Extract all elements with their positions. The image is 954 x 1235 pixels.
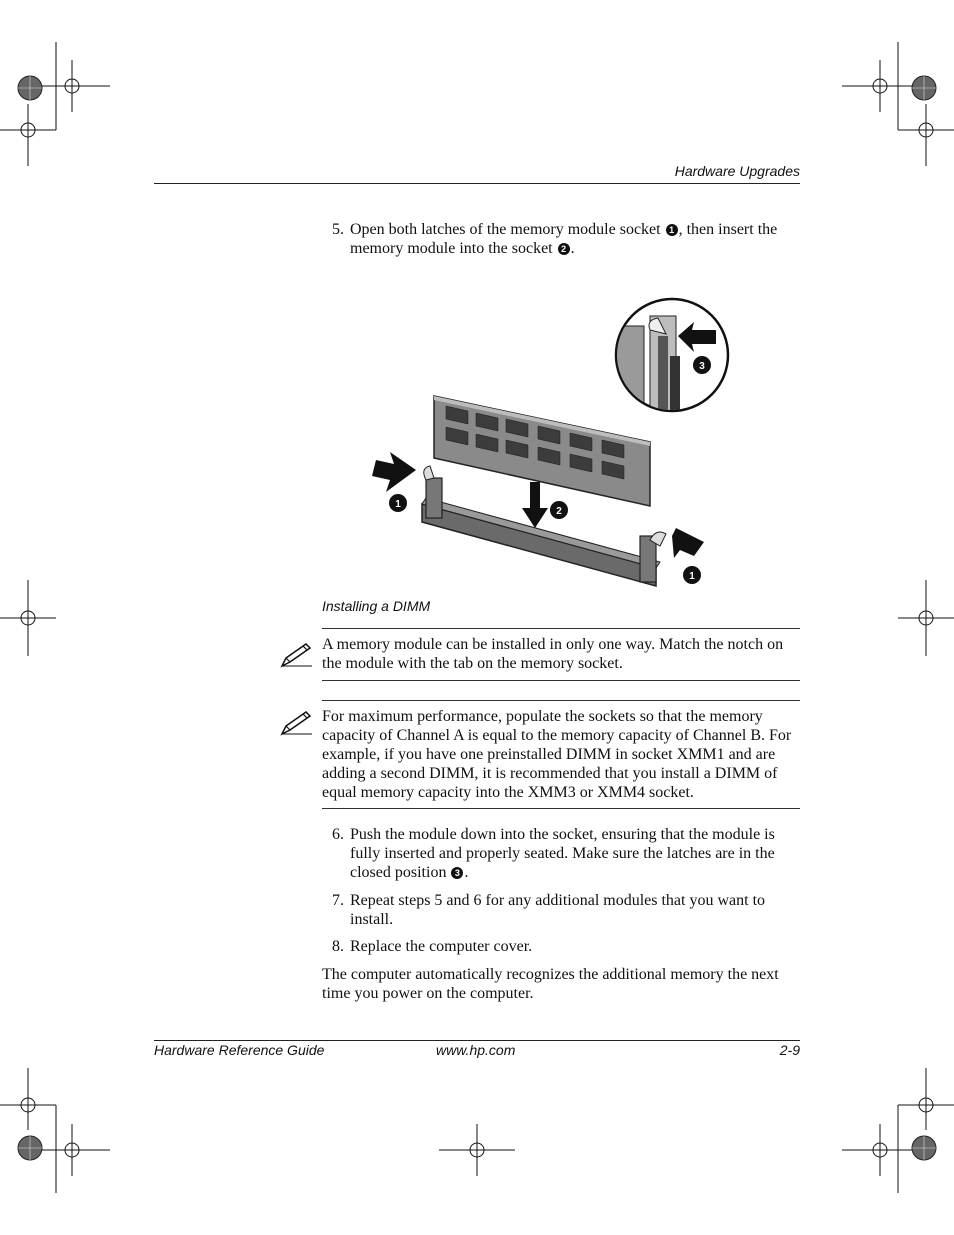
closing-paragraph: The computer automatically recognizes the additional memory the next time you power on the computer. xyxy=(322,966,779,1002)
page-number: 2-9 xyxy=(779,1042,800,1058)
note-1-text: A memory module can be installed in only one way. Match the notch on the module with the tab on the memory socket. xyxy=(322,636,784,672)
callout-1-badge: 1 xyxy=(666,224,678,236)
note-2-text: For maximum performance, populate the sockets so that the memory capacity of Channel A is equal to the memory capacity of Channel B. For example, if you have one preinstalled DIMM in socket XMM1 and are adding a second DIMM, it is recommended that you install a DIMM of equal memory capacity into the XMM3 or XMM4 socket. xyxy=(322,708,792,801)
step-text: Open both latches of the memory module socket 1 , then insert the memory module into the socket 2 . xyxy=(350,221,778,257)
running-header: Hardware Upgrades xyxy=(674,163,800,179)
step-text: Replace the computer cover. xyxy=(350,938,533,955)
step-number: 8. xyxy=(332,938,344,955)
callout-3-badge: 3 xyxy=(451,867,463,879)
step-number: 5. xyxy=(332,221,344,238)
step-text: Push the module down into the socket, ensuring that the module is fully inserted and properly seated. Make sure the latches are in the closed position 3 . xyxy=(350,826,775,881)
callout-2-badge: 2 xyxy=(558,243,570,255)
step-number: 7. xyxy=(332,892,344,909)
step-text: Repeat steps 5 and 6 for any additional modules that you want to install. xyxy=(350,892,766,928)
footer-url: www.hp.com xyxy=(436,1042,516,1058)
step-number: 6. xyxy=(332,826,344,843)
callout-2-label: 2 xyxy=(556,506,562,517)
figure-caption: Installing a DIMM xyxy=(322,598,431,614)
callout-3-label: 3 xyxy=(699,361,705,372)
callout-1-right-label: 1 xyxy=(689,571,695,582)
footer-guide-title: Hardware Reference Guide xyxy=(154,1042,325,1058)
callout-1-left-label: 1 xyxy=(395,499,401,510)
